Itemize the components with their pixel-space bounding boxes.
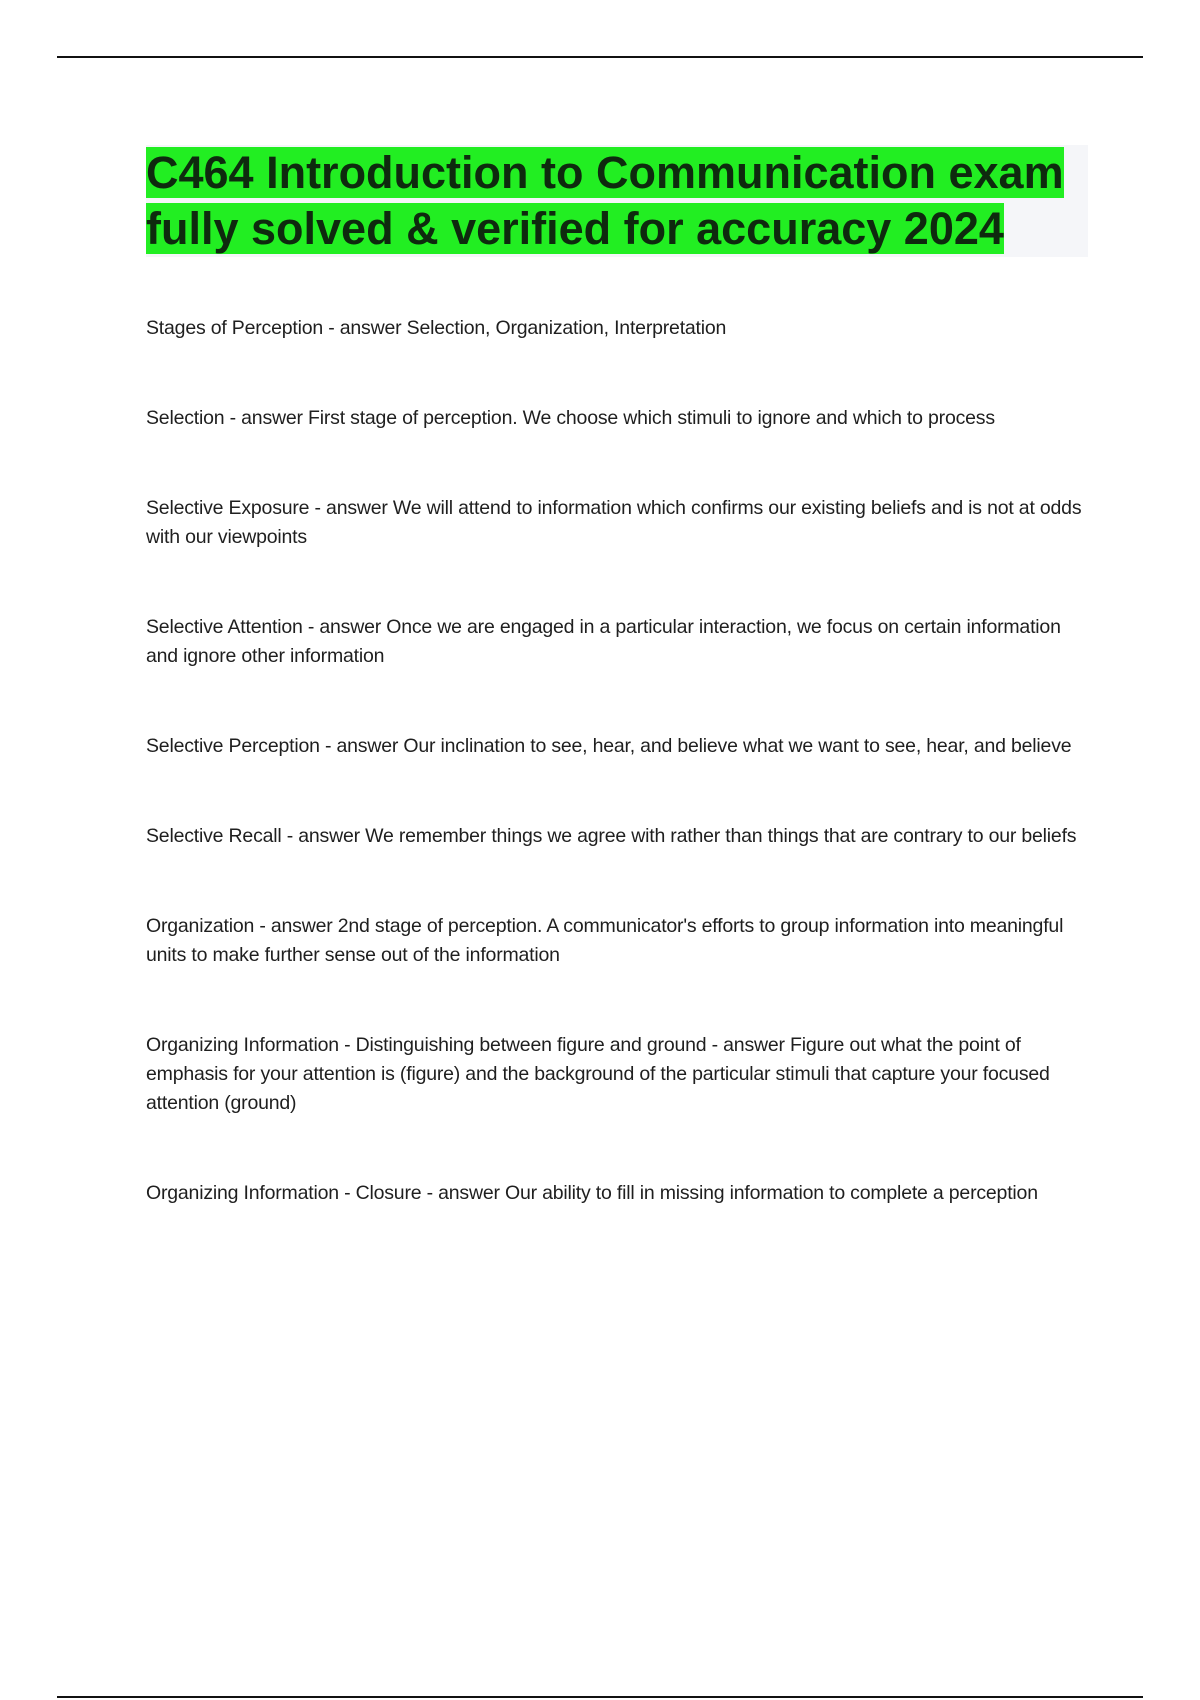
list-item: Selective Recall - answer We remember things we agree with rather than things that are contrary to our beliefs	[146, 825, 1077, 847]
title-highlight: C464 Introduction to Communication exam fully solved & verified for accuracy 2024	[146, 147, 1064, 254]
top-divider	[57, 56, 1143, 58]
list-item: Organizing Information - Closure - answer Our ability to fill in missing information to complete a perception	[146, 1182, 1038, 1204]
document-body	[146, 145, 1088, 1269]
list-item: Selective Perception - answer Our inclination to see, hear, and believe what we want to see, hear, and believe	[146, 735, 1072, 757]
qa-list	[146, 314, 1088, 1208]
document-title	[146, 145, 1088, 257]
list-item: Selective Attention - answer Once we are engaged in a particular interaction, we focus on certain information and ignore other information	[146, 616, 1061, 667]
title-block	[146, 145, 1088, 257]
list-item: Selective Exposure - answer We will attend to information which confirms our existing beliefs and is not at odds with our viewpoints	[146, 497, 1082, 548]
list-item: Selection - answer First stage of perception. We choose which stimuli to ignore and which to process	[146, 407, 995, 429]
list-item: Organizing Information - Distinguishing between figure and ground - answer Figure out what the point of emphasis for your attention is (figure) and the background of the particular stimuli that capture your focused attention (ground)	[146, 1034, 1050, 1114]
list-item: Stages of Perception - answer Selection, Organization, Interpretation	[146, 317, 727, 339]
list-item: Organization - answer 2nd stage of perception. A communicator's efforts to group information into meaningful units to make further sense out of the information	[146, 915, 1064, 966]
bottom-divider	[57, 1696, 1143, 1698]
